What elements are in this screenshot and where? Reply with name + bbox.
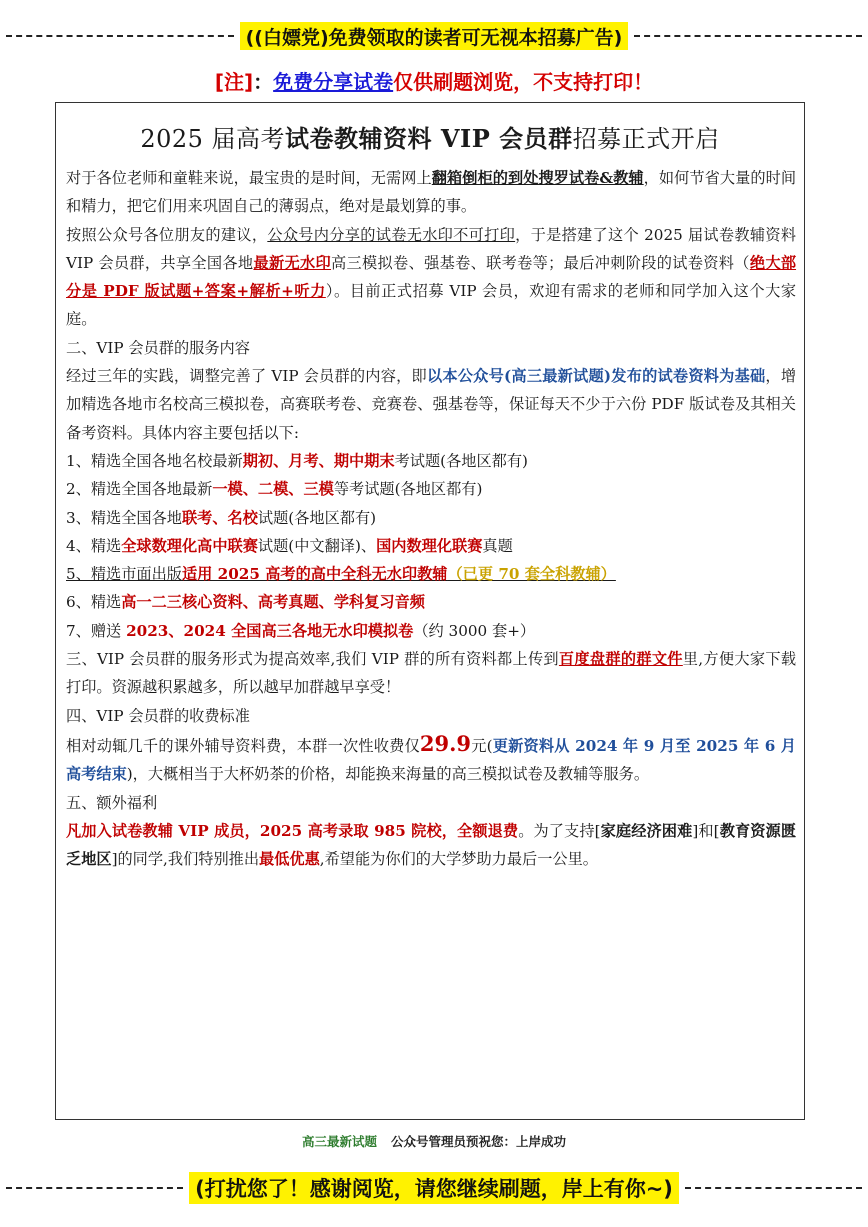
title-part-b: 试卷教辅资料 VIP 会员群 bbox=[285, 124, 573, 153]
list-item: 1、精选全国各地名校最新期初、月考、期中期末考试题(各地区都有) bbox=[66, 451, 528, 470]
list-item: 2、精选全国各地最新一模、二模、三模等考试题(各地区都有) bbox=[66, 480, 483, 499]
recruit-card bbox=[55, 102, 805, 1120]
title-part-c: 招募正式开启 bbox=[572, 125, 720, 153]
paragraph-group-intro: 按照公众号各位朋友的建议，公众号内分享的试卷无水印不可打印，于是搭建了这个 2025 届试卷教辅资料 VIP 会员群，共享全国各地最新无水印高三模拟卷、强基卷、联考卷等；最后冲刺阶段的试卷资料（绝大部分是 PDF 版试题+答案+解析+听力）。目前正式招募 VIP 会员，欢迎有需求的老师和同学加入这个大家庭。 bbox=[66, 225, 797, 329]
dashed-line-right bbox=[634, 35, 862, 37]
card-content bbox=[56, 164, 804, 873]
section-3: 三、VIP 会员群的服务形式为提高效率,我们 VIP 群的所有资料都上传到百度盘群的群文件里,方便大家下载打印。资源越积累越多，所以越早加群越早享受！ bbox=[66, 650, 797, 697]
top-banner bbox=[0, 22, 868, 50]
list-item: 5、精选市面出版适用 2025 高考的高中全科无水印教辅（已更 70 套全科教辅） bbox=[66, 565, 616, 584]
list-item: 7、赠送 2023、2024 全国高三各地无水印模拟卷（约 3000 套+） bbox=[66, 621, 536, 640]
footer bbox=[0, 1132, 868, 1150]
paragraph-benefit: 凡加入试卷教辅 VIP 成员，2025 高考录取 985 院校，全额退费。为了支持[家庭经济困难]和[教育资源匮乏地区]的同学,我们特别推出最低优惠,希望能为你们的大学梦助力最后一公里。 bbox=[66, 821, 797, 869]
list-item: 4、精选全球数理化高中联赛试题(中文翻译)、国内数理化联赛真题 bbox=[66, 536, 513, 555]
paragraph-intro: 对于各位老师和童鞋来说，最宝贵的是时间，无需网上翻箱倒柜的到处搜罗试卷&教辅，如何节省大量的时间和精力，把它们用来巩固自己的薄弱点，绝对是最划算的事。 bbox=[66, 169, 797, 216]
list-item: 3、精选全国各地联考、名校试题(各地区都有) bbox=[66, 508, 377, 527]
note-free-share: 免费分享试卷 bbox=[273, 70, 394, 94]
note-rest: 仅供刷题浏览，不支持打印！ bbox=[393, 70, 654, 94]
paragraph-service: 经过三年的实践，调整完善了 VIP 会员群的内容，即以本公众号(高三最新试题)发布的试卷资料为基础，增加精选各地市名校高三模拟卷，高赛联考卷、竞赛卷、强基卷等，保证每天不少于六份 PDF 版试卷及其相关备考资料。具体内容主要包括以下: bbox=[66, 367, 797, 442]
page-title bbox=[56, 119, 804, 154]
dashed-line-right bbox=[685, 1187, 862, 1189]
dashed-line-left bbox=[6, 35, 234, 37]
title-part-a: 2025 届高考 bbox=[140, 125, 286, 153]
bottom-banner-text: (打扰您了！感谢阅览，请您继续刷题，岸上有你~) bbox=[189, 1172, 679, 1204]
footer-text: 公众号管理员预祝您：上岸成功 bbox=[391, 1134, 567, 1149]
list-item: 6、精选高一二三核心资料、高考真题、学科复习音频 bbox=[66, 593, 425, 612]
bottom-banner bbox=[0, 1172, 868, 1204]
section-2-heading: 二、VIP 会员群的服务内容 bbox=[66, 338, 250, 357]
footer-brand: 高三最新试题 bbox=[301, 1134, 377, 1149]
note-tag: [注] bbox=[214, 70, 254, 94]
dashed-line-left bbox=[6, 1187, 183, 1189]
price: 29.9 bbox=[419, 730, 472, 756]
section-4-heading: 四、VIP 会员群的收费标准 bbox=[66, 706, 250, 725]
note-sep: ： bbox=[253, 70, 274, 94]
print-note bbox=[0, 66, 868, 95]
section-5-heading: 五、额外福利 bbox=[66, 793, 158, 812]
top-banner-text: ((白嫖党)免费领取的读者可无视本招募广告) bbox=[240, 22, 629, 50]
paragraph-price: 相对动辄几千的课外辅导资料费，本群一次性收费仅29.9元(更新资料从 2024 年 9 月至 2025 年 6 月高考结束)，大概相当于大杯奶茶的价格，却能换来海量的高三模拟试卷及教辅等服务。 bbox=[66, 730, 796, 784]
